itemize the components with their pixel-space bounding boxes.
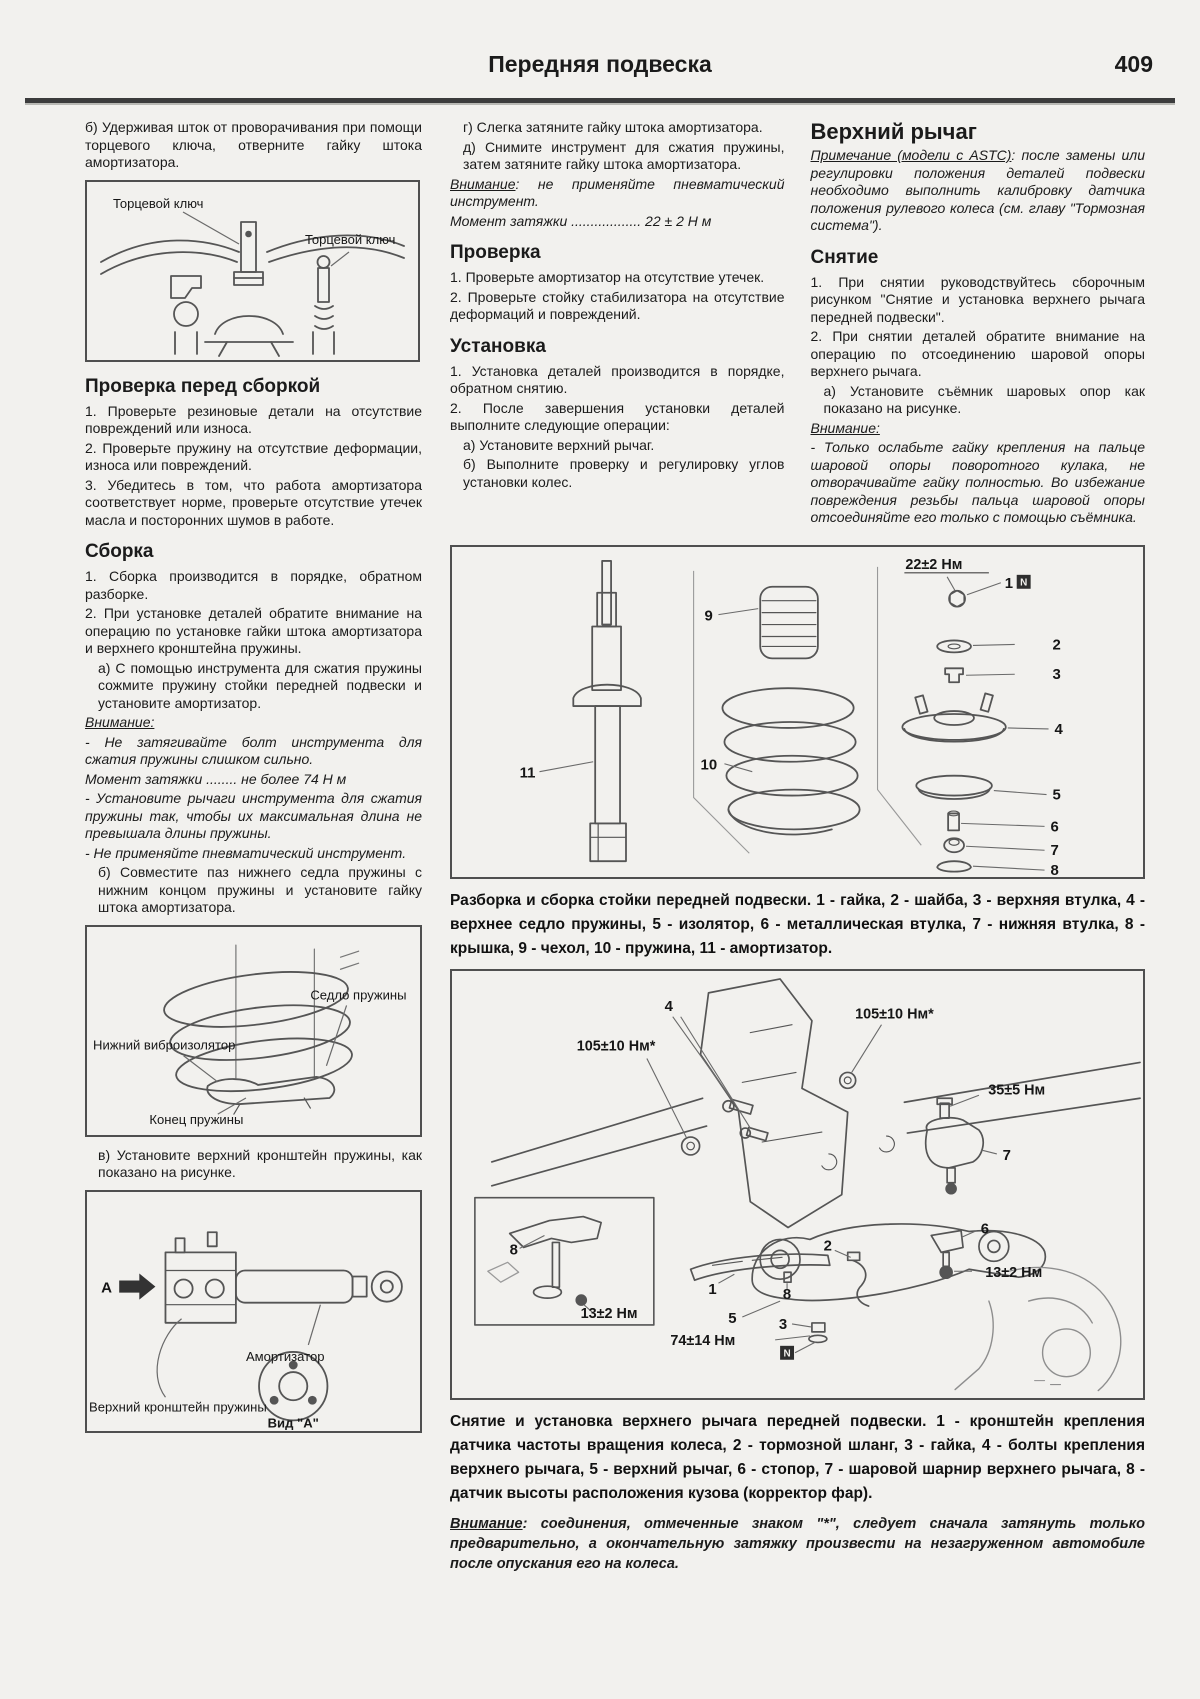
view-a-arrow-label: А xyxy=(101,1279,112,1297)
figure-shock-bracket xyxy=(85,1190,422,1433)
page-number: 409 xyxy=(1114,51,1153,77)
install-item-1: 1. Установка деталей производится в порядке, обратном снятию. xyxy=(450,362,785,396)
removal-attention-label: Внимание: xyxy=(810,419,880,436)
install-item-2b: б) Выполните проверку и регулировку углов установки колес. xyxy=(463,456,785,490)
check-before-item-2: 2. Проверьте пружину на отсутствие деформации, износа или повреждений. xyxy=(85,439,422,473)
middle-attention xyxy=(450,176,785,211)
strut-part-8: 8 xyxy=(1050,862,1059,877)
arm-part-8-inset: 8 xyxy=(509,1241,518,1258)
final-attention-label: Внимание xyxy=(450,1516,523,1533)
strut-part-11: 11 xyxy=(519,765,536,782)
heading-install: Установка xyxy=(450,335,546,357)
arm-part-6: 6 xyxy=(980,1221,990,1238)
middle-attention-text: : не применяйте пневматический инструмент. xyxy=(450,175,785,209)
upper-arm-note-text: : после замены или регулировки положения деталей подвески необходимо выполнить калибровку датчика положения рулевого колеса (см. главу "Тормозная система"). xyxy=(810,147,1145,233)
strut-part-5: 5 xyxy=(1052,787,1061,804)
upper-arm-note-label: Примечание (модели с ASTC) xyxy=(810,147,1012,163)
arm-part-2: 2 xyxy=(823,1237,832,1254)
arm-torque-inset: 13±2 Нм xyxy=(580,1305,638,1322)
strut-part-6: 6 xyxy=(1050,818,1059,835)
assembly-item-1: 1. Сборка производится в порядке, обратном разборке. xyxy=(85,568,422,602)
install-item-2: 2. После завершения установки деталей выполните следующие операции: xyxy=(450,399,785,433)
check-before-item-3: 3. Убедитесь в том, что работа амортизатора соответствует норме, проверьте отсутствие утечек масла и посторонних шумов в работе. xyxy=(85,476,422,528)
column-middle xyxy=(450,119,785,529)
column-main xyxy=(450,119,1145,1574)
strut-part-4: 4 xyxy=(1054,721,1063,738)
install-item-2a: а) Установите верхний рычаг. xyxy=(463,436,655,453)
arm-part-8: 8 xyxy=(782,1286,792,1303)
heading-removal: Снятие xyxy=(810,246,879,268)
upper-arm-figure-caption: Снятие и установка верхнего рычага передней подвески. 1 - кронштейн крепления датчика частоты вращения колеса, 2 - тормозной шланг, 3 - гайка, 4 - болты крепления верхнего рычага, 5 - верхний рычаг, 6 - стопор, 7 - шаровой шарнир верхнего рычага, 8 - датчик высоты расположения кузова (корректор фар). xyxy=(450,1413,1145,1503)
heading-check: Проверка xyxy=(450,242,541,263)
assembly-attention-label: Внимание: xyxy=(85,714,155,730)
shock-bracket-diagram xyxy=(87,1192,420,1431)
check-item-1: 1. Проверьте амортизатор на отсутствие утечек. xyxy=(450,269,765,285)
removal-attention-text: - Только ослабьте гайку крепления на пальце шаровой опоры поворотного кулака, не отворачивайте гайку полностью. Во избежание повреждения резьбы пальца шаровой опоры отсоединяйте его только с помощью съёмника. xyxy=(810,439,1145,525)
figure-socket-wrench xyxy=(85,180,420,362)
middle-torque-line: Момент затяжки .................. 22 ± 2 Н м xyxy=(450,212,712,229)
arm-torque-link: 13±2 Нм xyxy=(985,1264,1043,1281)
two-column-row xyxy=(450,119,1145,529)
figure-strut-disassembly xyxy=(450,545,1145,879)
arm-part-4: 4 xyxy=(664,998,673,1015)
arm-torque-ball-joint: 35±5 Нм xyxy=(988,1081,1046,1098)
replace-nut-symbol: N xyxy=(1020,576,1028,588)
paragraph-d: д) Снимите инструмент для сжатия пружины, затем затяните гайку штока амортизатора. xyxy=(463,138,785,172)
seat-label: Седло пружины xyxy=(310,986,407,1002)
isolator-label: Нижний виброизолятор xyxy=(93,1037,236,1053)
assembly-bullet-1: - Не затягивайте болт инструмента для сжатия пружины слишком сильно. xyxy=(85,733,422,767)
assembly-bullet-2: - Установите рычаги инструмента для сжатия пружины так, чтобы их максимальная длина не превышала длины пружины. xyxy=(85,790,422,841)
wrench-label-left: Торцевой ключ xyxy=(113,195,204,211)
heading-upper-arm: Верхний рычаг xyxy=(810,119,977,144)
arm-part-3: 3 xyxy=(778,1316,788,1333)
strut-part-1: 1 xyxy=(1004,575,1014,592)
figure-spring-seat xyxy=(85,925,422,1137)
removal-item-2: 2. При снятии деталей обратите внимание на операцию по отсоединению шаровой опоры верхнего рычага. xyxy=(810,328,1145,379)
strut-part-2: 2 xyxy=(1052,636,1061,653)
strut-part-9: 9 xyxy=(704,608,713,625)
middle-attention-label: Внимание xyxy=(450,175,516,192)
figure-upper-arm xyxy=(450,969,1145,1401)
heading-assembly: Сборка xyxy=(85,541,154,562)
page-content xyxy=(0,103,1200,1574)
page-header xyxy=(0,0,1200,103)
final-attention-text: : соединения, отмеченные знаком "*", следует сначала затянуть только предварительно, а окончательную затяжку произвести на незагруженном автомобиле после опускания его на колеса. xyxy=(450,1516,1145,1573)
paragraph-v: в) Установите верхний кронштейн пружины, как показано на рисунке. xyxy=(98,1146,422,1181)
arm-torque-nut: 74±14 Нм xyxy=(670,1332,736,1349)
assembly-item-2b: б) Совместите паз нижнего седла пружины с нижним концом пружины и установите гайку штока амортизатора. xyxy=(98,864,422,915)
view-a-label: Вид "А" xyxy=(267,1415,319,1431)
strut-figure-caption: Разборка и сборка стойки передней подвески. 1 - гайка, 2 - шайба, 3 - верхняя втулка, 4 - верхнее седло пружины, 5 - изолятор, 6 - металлическая втулка, 7 - нижняя втулка, 8 - крышка, 9 - чехол, 10 - пружина, 11 - амортизатор. xyxy=(450,891,1145,957)
strut-torque-label: 22±2 Нм xyxy=(905,556,963,573)
check-item-2: 2. Проверьте стойку стабилизатора на отсутствие деформаций и повреждений. xyxy=(450,288,785,322)
paragraph-b: б) Удерживая шток от проворачивания при помощи торцевого ключа, отверните гайку штока амортизатора. xyxy=(85,119,422,170)
header-rule xyxy=(25,98,1175,103)
strut-disassembly-diagram xyxy=(452,547,1143,877)
assembly-torque-line: Момент затяжки ........ не более 74 Н м xyxy=(85,770,347,787)
upper-arm-diagram xyxy=(452,971,1143,1399)
check-before-item-1: 1. Проверьте резиновые детали на отсутствие повреждений или износа. xyxy=(85,402,422,436)
column-left xyxy=(85,119,422,1574)
page-title: Передняя подвеска xyxy=(488,51,712,77)
removal-item-2a: а) Установите съёмник шаровых опор как показано на рисунке. xyxy=(823,382,1145,416)
upper-bracket-label: Верхний кронштейн пружины xyxy=(89,1399,267,1415)
heading-check-before-assembly: Проверка перед сборкой xyxy=(85,375,321,397)
arm-part-1: 1 xyxy=(708,1281,717,1298)
final-attention-note xyxy=(450,1514,1145,1574)
assembly-item-2a: а) С помощью инструмента для сжатия пружины сожмите пружину стойки передней подвески и установите амортизатор. xyxy=(98,659,422,711)
strut-part-7: 7 xyxy=(1050,842,1059,859)
replace-nut-symbol: N xyxy=(783,1347,791,1359)
arm-part-7: 7 xyxy=(1002,1147,1011,1164)
arm-part-5: 5 xyxy=(728,1310,737,1327)
removal-item-1: 1. При снятии руководствуйтесь сборочным рисунком "Снятие и установка верхнего рычага передней подвески". xyxy=(810,273,1145,325)
spring-seat-diagram xyxy=(87,927,420,1135)
strut-part-10: 10 xyxy=(700,757,718,774)
socket-wrench-diagram xyxy=(87,182,418,360)
arm-torque-top-right: 105±10 Нм* xyxy=(855,1006,934,1023)
strut-part-3: 3 xyxy=(1052,666,1061,683)
wrench-label-right: Торцевой ключ xyxy=(305,231,396,247)
assembly-bullet-3: - Не применяйте пневматический инструмент. xyxy=(85,844,407,861)
paragraph-g: г) Слегка затяните гайку штока амортизатора. xyxy=(463,119,763,135)
column-right xyxy=(811,119,1146,529)
upper-arm-note xyxy=(811,147,1146,235)
spring-end-label: Конец пружины xyxy=(149,1111,244,1127)
assembly-item-2: 2. При установке деталей обратите внимание на операцию по установке гайки штока амортизатора и верхнего кронштейна пружины. xyxy=(85,605,422,656)
shock-absorber-label: Амортизатор xyxy=(245,1348,325,1364)
arm-torque-top-left: 105±10 Нм* xyxy=(576,1038,656,1055)
